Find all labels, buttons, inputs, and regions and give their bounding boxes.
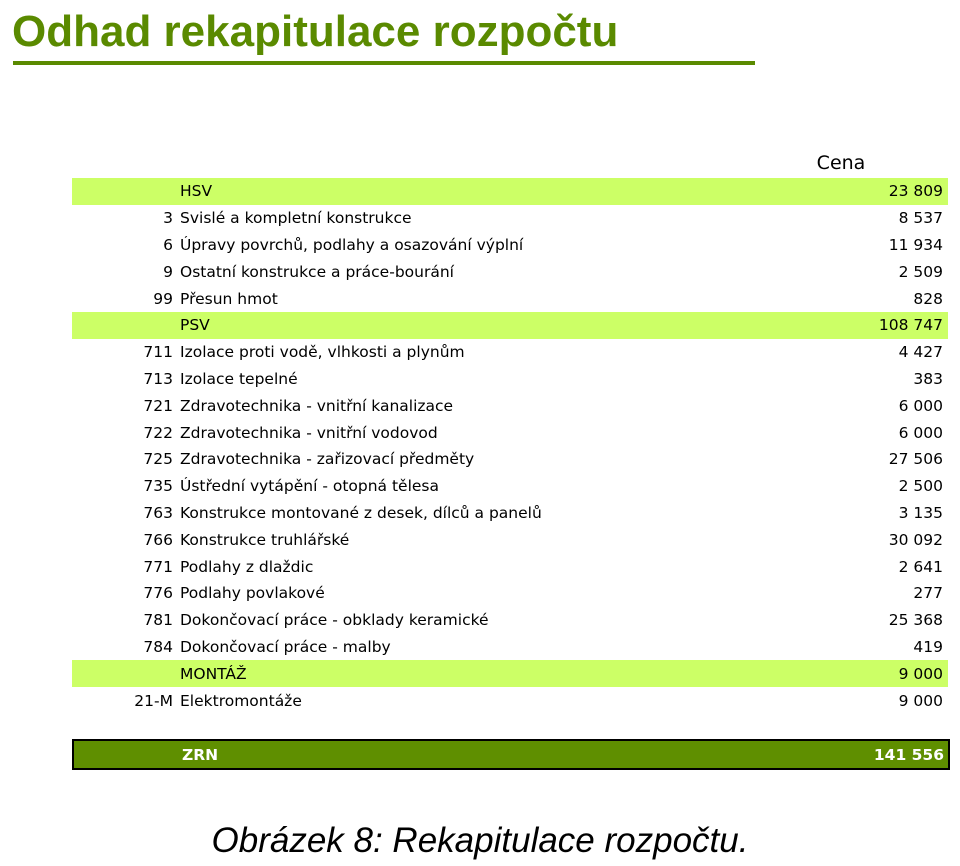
table-row [72,446,948,473]
row-value: 277 [913,584,943,603]
table-group-row [72,660,948,687]
row-name: Izolace proti vodě, vlhkosti a plynům [180,343,465,362]
row-name: Přesun hmot [180,289,278,308]
row-value: 383 [913,369,943,388]
row-value: 23 809 [888,182,943,201]
row-value: 9 000 [898,664,943,683]
table-row [72,607,948,634]
row-value: 2 509 [898,262,943,281]
table-row [72,366,948,393]
row-code: 9 [163,262,173,281]
row-code: 766 [143,530,173,549]
row-value: 4 427 [898,343,943,362]
table-row [72,285,948,312]
row-name: PSV [180,316,210,335]
row-name: Konstrukce truhlářské [180,530,350,549]
table-row [72,232,948,259]
row-name: Úpravy povrchů, podlahy a osazování výplní [180,235,524,254]
row-name: Podlahy z dlaždic [180,557,314,576]
row-name: Zdravotechnika - vnitřní kanalizace [180,396,454,415]
row-name: Ústřední vytápění - otopná tělesa [180,477,439,496]
table-row [72,473,948,500]
row-code: 722 [143,423,173,442]
total-row [72,739,950,770]
row-name: Ostatní konstrukce a práce-bourání [180,262,454,281]
row-code: 763 [143,503,173,522]
row-value: 9 000 [898,691,943,710]
row-name: Dokončovací práce - malby [180,637,391,656]
table-row [72,392,948,419]
table-row [72,634,948,661]
figure-caption: Obrázek 8: Rekapitulace rozpočtu. [211,821,749,860]
row-name: Konstrukce montované z desek, dílců a panelů [180,503,542,522]
page-title: Odhad rekapitulace rozpočtu [12,7,619,56]
row-value: 3 135 [898,503,943,522]
row-code: 711 [143,343,173,362]
title-underline [13,61,755,65]
total-label: ZRN [182,745,219,764]
row-name: Elektromontáže [180,691,302,710]
table-row [72,419,948,446]
row-code: 781 [143,611,173,630]
row-value: 6 000 [898,423,943,442]
row-value: 27 506 [888,450,943,469]
row-value: 828 [913,289,943,308]
row-code: 713 [143,369,173,388]
row-code: 771 [143,557,173,576]
row-code: 725 [143,450,173,469]
row-value: 419 [913,637,943,656]
table-group-row [72,178,948,205]
total-value: 141 556 [873,745,944,764]
row-code: 99 [153,289,173,308]
row-value: 6 000 [898,396,943,415]
table-group-row [72,312,948,339]
row-code: 6 [163,235,173,254]
table-row [72,553,948,580]
table-row [72,580,948,607]
row-code: 784 [143,637,173,656]
row-value: 30 092 [888,530,943,549]
row-value: 2 641 [898,557,943,576]
row-code: 735 [143,477,173,496]
row-name: Zdravotechnika - zařizovací předměty [180,450,475,469]
table-row [72,205,948,232]
row-value: 2 500 [898,477,943,496]
table-row [72,526,948,553]
row-value: 25 368 [888,611,943,630]
row-name: Svislé a kompletní konstrukce [180,209,412,228]
row-name: Izolace tepelné [180,369,298,388]
row-name: Dokončovací práce - obklady keramické [180,611,489,630]
row-code: 21-M [134,691,173,710]
column-header-cena: Cena [816,152,866,174]
row-value: 8 537 [898,209,943,228]
table-row [72,687,948,714]
row-value: 108 747 [878,316,943,335]
row-code: 776 [143,584,173,603]
table-row [72,339,948,366]
row-name: Podlahy povlakové [180,584,325,603]
row-code: 721 [143,396,173,415]
row-name: MONTÁŽ [180,664,247,683]
row-name: Zdravotechnika - vnitřní vodovod [180,423,438,442]
table-row [72,500,948,527]
row-name: HSV [180,182,213,201]
row-value: 11 934 [888,235,943,254]
table-row [72,258,948,285]
budget-table [72,178,948,714]
row-code: 3 [163,209,173,228]
